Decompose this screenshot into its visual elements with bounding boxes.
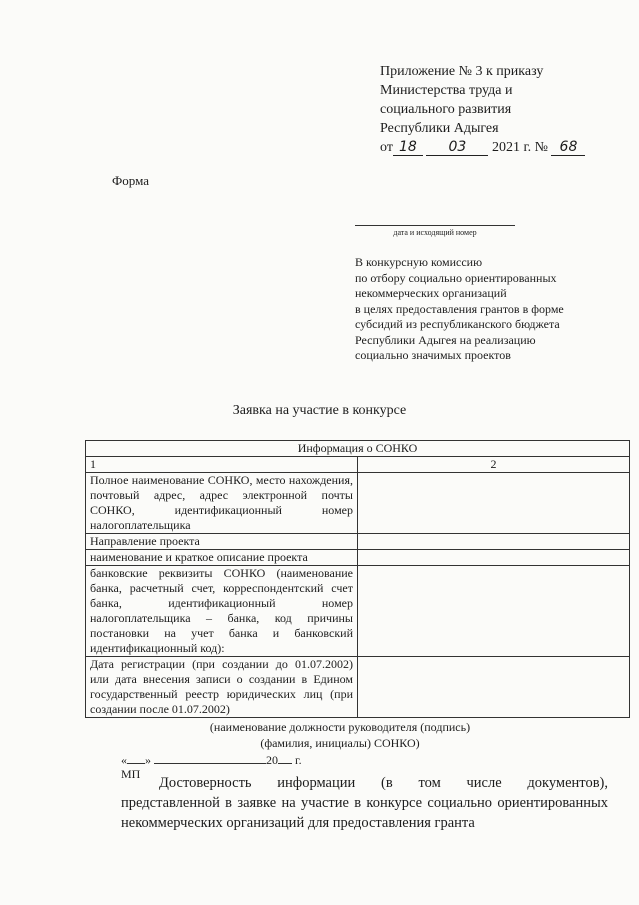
year-prefix: 20 bbox=[266, 753, 278, 767]
addressee-line: социально значимых проектов bbox=[355, 348, 511, 362]
signature-caption-1: (наименование должности руководителя (подпись) bbox=[209, 720, 471, 734]
month-blank[interactable] bbox=[154, 752, 266, 764]
order-line-1: Приложение № 3 к приказу bbox=[380, 64, 544, 79]
table-row-label: Полное наименование СОНКО, место нахождения, почтовый адрес, адрес электронной почты СОНКО, идентификационный номер налогоплательщика bbox=[86, 473, 358, 534]
order-line-4: Республики Адыгея bbox=[380, 121, 499, 136]
paragraph-first-line: Достоверность информации (в том числе документов), bbox=[159, 775, 608, 791]
date-quote-close: » bbox=[145, 753, 151, 767]
addressee-line: по отбору социально ориентированных bbox=[355, 270, 557, 285]
registration-line bbox=[355, 225, 515, 226]
document-title: Заявка на участие в конкурсе bbox=[232, 403, 407, 418]
addressee-line: субсидий из республиканского бюджета bbox=[355, 317, 560, 331]
order-line-3: социального развития bbox=[380, 102, 512, 117]
table-row-label: Дата регистрации (при создании до 01.07.2002) или дата внесения записи о создании в Едином государственный реестр юридических лиц (при создании после 01.07.2002) bbox=[86, 657, 358, 718]
order-day: 18 bbox=[393, 139, 423, 156]
stamp-label: МП bbox=[121, 767, 141, 781]
paragraph-continuation: представленной в заявке на участие в конкурсе социально ориентированных некоммерческих организаций для предоставления гранта bbox=[121, 795, 608, 831]
column-number-2: 2 bbox=[358, 457, 630, 473]
signature-date bbox=[121, 752, 302, 768]
order-date-prefix: от bbox=[380, 140, 393, 155]
registration-caption: дата и исходящий номер bbox=[393, 228, 477, 237]
addressee-line: в целях предоставления грантов в форме bbox=[355, 301, 564, 316]
reliability-paragraph bbox=[121, 773, 608, 833]
signature-line bbox=[120, 717, 560, 718]
day-blank[interactable] bbox=[127, 752, 145, 764]
signature-caption-2: (фамилия, инициалы) СОНКО) bbox=[260, 736, 420, 750]
year-blank[interactable] bbox=[278, 752, 292, 764]
table-row-label: Направление проекта bbox=[86, 534, 358, 550]
table-row-value[interactable] bbox=[358, 657, 630, 718]
order-year: 2021 г. № bbox=[491, 140, 548, 155]
order-date-line bbox=[380, 138, 585, 157]
application-table bbox=[85, 440, 630, 718]
column-number-1: 1 bbox=[86, 457, 358, 473]
table-row-label: наименование и краткое описание проекта bbox=[86, 550, 358, 566]
table-row-value[interactable] bbox=[358, 566, 630, 657]
year-suffix: г. bbox=[295, 753, 302, 767]
addressee-line: некоммерческих организаций bbox=[355, 286, 507, 300]
form-label: Форма bbox=[112, 173, 149, 188]
date-quote-open: « bbox=[121, 753, 127, 767]
order-line-2: Министерства труда и bbox=[380, 83, 513, 98]
addressee-block bbox=[355, 255, 564, 364]
table-row-label: банковские реквизиты СОНКО (наименование банка, расчетный счет, корреспондентский счет банка, идентификационный номер налогоплательщика – банка, код причины постановки на учет банка и банковский идентификационный код): bbox=[86, 566, 358, 657]
table-row-value[interactable] bbox=[358, 534, 630, 550]
order-reference bbox=[380, 62, 585, 157]
order-month: 03 bbox=[426, 139, 488, 156]
order-number: 68 bbox=[551, 139, 585, 156]
table-heading: Информация о СОНКО bbox=[86, 441, 630, 457]
addressee-line: Республики Адыгея на реализацию bbox=[355, 332, 536, 347]
table-row-value[interactable] bbox=[358, 473, 630, 534]
table-row-value[interactable] bbox=[358, 550, 630, 566]
addressee-line: В конкурсную комиссию bbox=[355, 255, 483, 269]
